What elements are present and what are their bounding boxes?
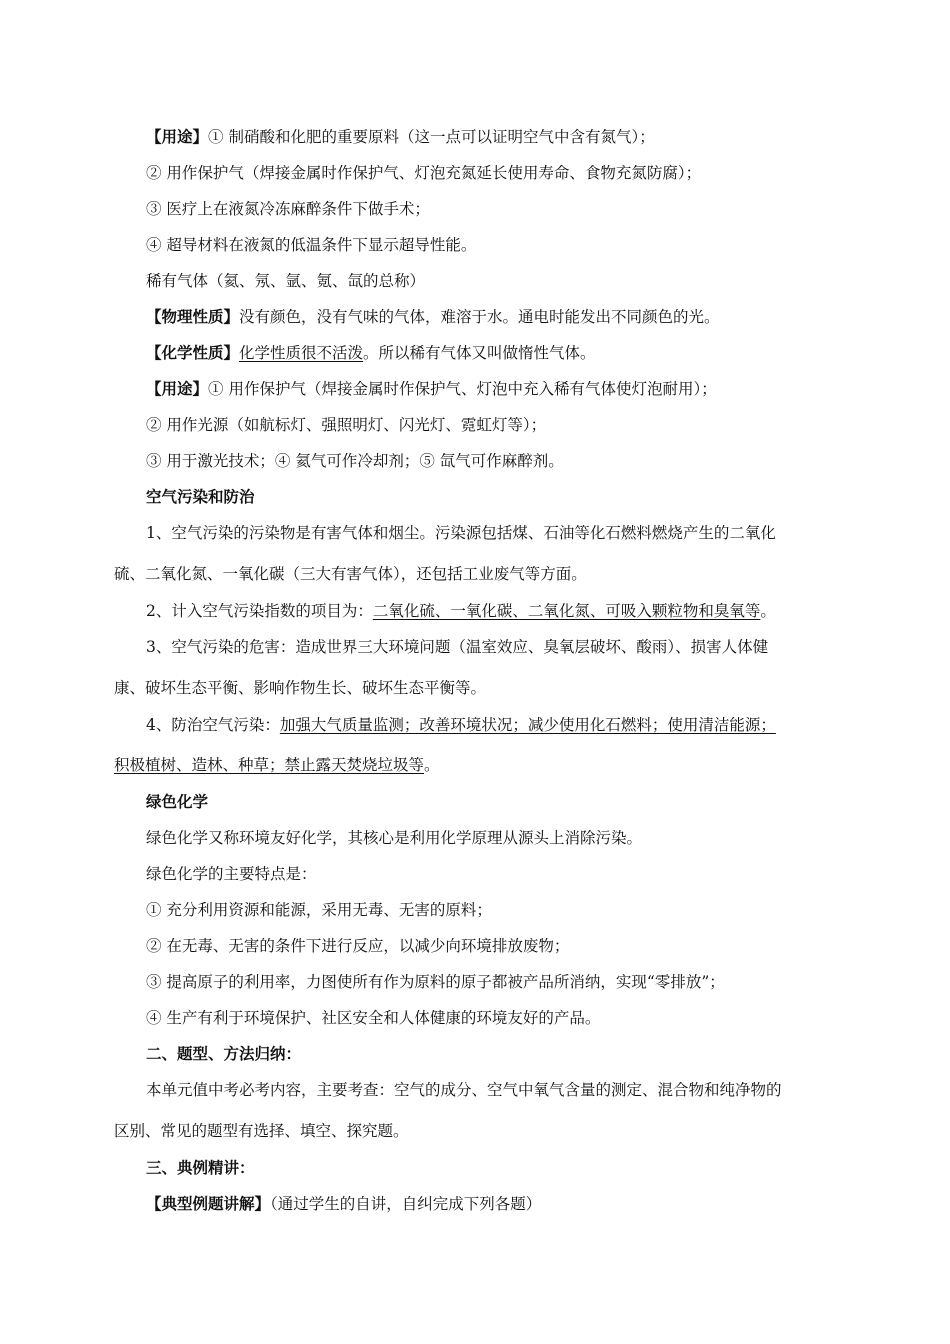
green-chemistry-heading: 绿色化学 — [146, 792, 209, 811]
chemical-tag: 【化学性质】 — [146, 343, 240, 362]
nitrogen-use-tag: 【用途】 — [146, 127, 209, 146]
pollution-p1-line-2: 硫、二氧化氮、一氧化碳（三大有害气体），还包括工业废气等方面。 — [114, 565, 587, 583]
pollution-p3-line-2: 康、破坏生态平衡、影响作物生长、破坏生态平衡等。 — [114, 679, 487, 697]
green-item-2: ② 在无毒、无害的条件下进行反应，以减少向环境排放废物； — [146, 937, 570, 955]
green-chemistry-p2: 绿色化学的主要特点是： — [146, 865, 317, 883]
pollution-p4-line-1: 4、防治空气污染：加强大气质量监测；改善环境状况；减少使用化石燃料；使用清洁能源； — [146, 716, 776, 734]
noble-gas-physical: 【物理性质】没有颜色，没有气味的气体，难溶于水。通电时能发出不同颜色的光。 — [146, 307, 720, 326]
nitrogen-use-line-1: 【用途】① 制硝酸和化肥的重要原料（这一点可以证明空气中含有氮气）； — [146, 127, 655, 146]
pollution-p3-line-1: 3、空气污染的危害：造成世界三大环境问题（温室效应、臭氧层破坏、酸雨）、损害人体健 — [146, 638, 769, 656]
noble-gas-use-line-3: ③ 用于激光技术；④ 氦气可作冷却剂；⑤ 氙气可作麻醉剂。 — [146, 452, 564, 470]
pollution-p4-line-2: 积极植树、造林、种草；禁止露天焚烧垃圾等。 — [114, 756, 440, 774]
green-chemistry-p1: 绿色化学又称环境友好化学，其核心是利用化学原理从源头上消除污染。 — [146, 829, 643, 847]
pollution-p1-line-1: 1、空气污染的污染物是有害气体和烟尘。污染源包括煤、石油等化石燃料燃烧产生的二氧化 — [146, 524, 776, 542]
noble-gas-chemical: 【化学性质】化学性质很不活泼。所以稀有气体又叫做惰性气体。 — [146, 343, 596, 362]
chemical-underlined: 化学性质很不活泼 — [239, 344, 364, 362]
noble-gas-use-line-2: ② 用作光源（如航标灯、强照明灯、闪光灯、霓虹灯等）； — [146, 416, 547, 434]
pollution-prevention-measures: 加强大气质量监测；改善环境状况；减少使用化石燃料；使用清洁能源； — [279, 716, 776, 734]
noble-gas-title: 稀有气体（氦、氖、氩、氪、氙的总称） — [146, 272, 426, 290]
examples-heading: 三、典例精讲： — [146, 1158, 255, 1177]
noble-gas-use-line-1: 【用途】① 用作保护气（焊接金属时作保护气、灯泡中充入稀有气体使灯泡耐用）； — [146, 379, 717, 398]
pollution-heading: 空气污染和防治 — [146, 487, 255, 506]
pollution-p2: 2、计入空气污染指数的项目为：二氧化硫、一氧化碳、二氧化氮、可吸入颗粒物和臭氧等。 — [146, 602, 776, 620]
pollution-prevention-measures-cont: 积极植树、造林、种草；禁止露天焚烧垃圾等 — [114, 756, 425, 774]
noble-use-tag: 【用途】 — [146, 379, 209, 398]
green-item-4: ④ 生产有利于环境保护、社区安全和人体健康的环境友好的产品。 — [146, 1009, 601, 1027]
nitrogen-use-line-2: ② 用作保护气（焊接金属时作保护气、灯泡充氮延长使用寿命、食物充氮防腐）； — [146, 164, 702, 182]
nitrogen-use-line-3: ③ 医疗上在液氮冷冻麻醉条件下做手术； — [146, 200, 430, 218]
green-item-1: ① 充分利用资源和能源，采用无毒、无害的原料； — [146, 901, 492, 919]
examples-intro: 【典型例题讲解】（通过学生的自讲，自纠完成下列各题） — [146, 1194, 542, 1213]
methods-p1-line-2: 区别、常见的题型有选择、填空、探究题。 — [114, 1122, 409, 1140]
nitrogen-use-line-4: ④ 超导材料在液氮的低温条件下显示超导性能。 — [146, 236, 477, 254]
examples-tag: 【典型例题讲解】 — [146, 1194, 271, 1213]
pollution-index-items: 二氧化硫、一氧化碳、二氧化氮、可吸入颗粒物和臭氧等 — [372, 602, 761, 620]
physical-tag: 【物理性质】 — [146, 307, 240, 326]
methods-heading: 二、题型、方法归纳： — [146, 1044, 302, 1063]
methods-p1-line-1: 本单元值中考必考内容，主要考查：空气的成分、空气中氧气含量的测定、混合物和纯净物的 — [146, 1081, 782, 1099]
green-item-3: ③ 提高原子的利用率，力图使所有作为原料的原子都被产品所消纳，实现“零排放”； — [146, 973, 725, 991]
